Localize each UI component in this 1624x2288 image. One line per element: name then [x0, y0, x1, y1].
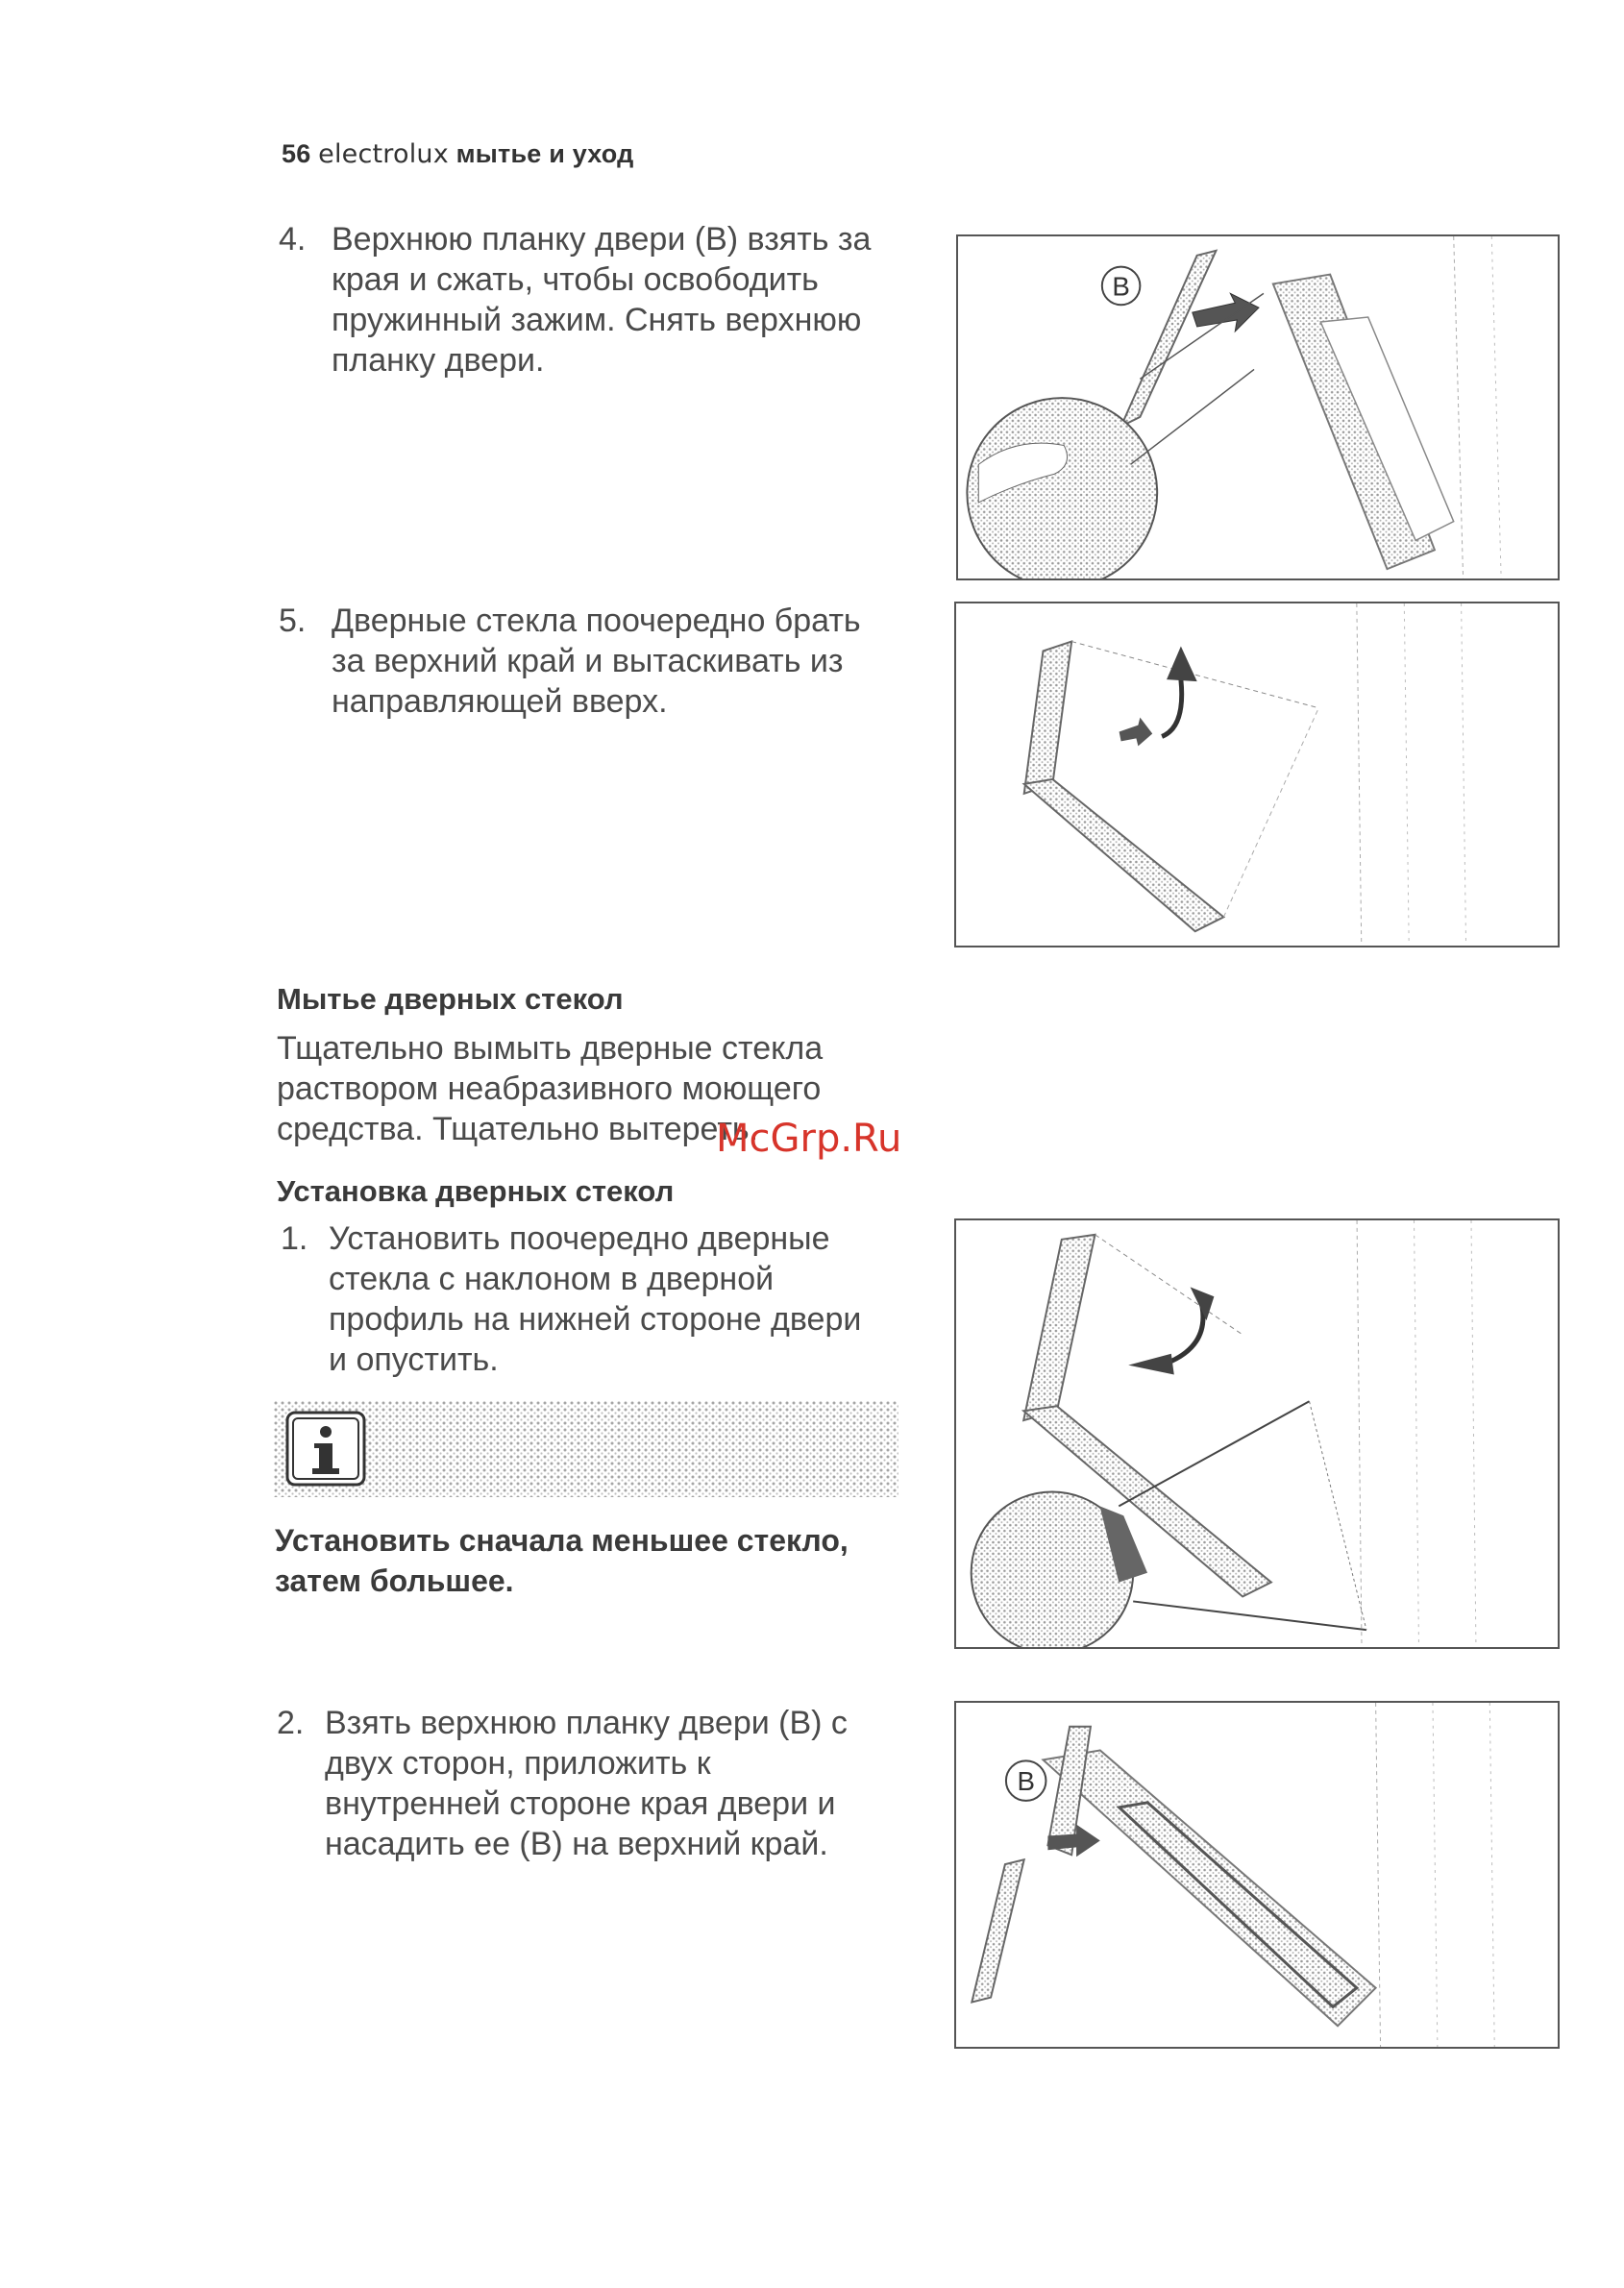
- step-number: 1.: [281, 1220, 308, 1257]
- step-text: Взять верхнюю планку двери (B) с двух сторон, приложить к внутренней стороне края двери и насадить ее (B) на верхний край.: [325, 1705, 848, 1862]
- step-number: 5.: [279, 603, 307, 639]
- washing-heading: Мытье дверных стекол: [277, 982, 624, 1016]
- step-4: [279, 219, 951, 392]
- step-text: Верхнюю планку двери (B) взять за края и сжать, чтобы освободить пружинный зажим. Снять верхнюю планку двери.: [332, 221, 872, 379]
- brand-name: electrolux: [318, 139, 449, 169]
- callout-b-label: B: [1112, 271, 1130, 302]
- glass-removal-illustration: [956, 603, 1558, 946]
- washing-text: Тщательно вымыть дверные стекла раствором неабразивного моющего средства. Тщательно вытереть.: [277, 1030, 824, 1147]
- figure-install-glass: [954, 1218, 1560, 1649]
- step-text: Дверные стекла поочередно брать за верхний край и вытаскивать из направляющей вверх.: [332, 603, 861, 720]
- step-number: 4.: [279, 221, 307, 258]
- page-number: 56: [282, 139, 311, 168]
- watermark: McGrp.Ru: [716, 1117, 902, 1161]
- door-strip-illustration: [958, 236, 1558, 578]
- figure-install-top-strip: [954, 1701, 1560, 2049]
- figure-remove-glass: [954, 602, 1560, 947]
- section-title: мытье и уход: [455, 139, 634, 168]
- step-number: 2.: [277, 1705, 305, 1741]
- install-step-1: [281, 1218, 944, 1391]
- figure-remove-top-strip: [956, 234, 1560, 580]
- step-text: Установить поочередно дверные стекла с наклоном в дверной профиль на нижней стороне двери и опустить.: [329, 1220, 862, 1378]
- page-header: [282, 139, 633, 169]
- glass-install-illustration: [956, 1220, 1558, 1647]
- info-note-text: Установить сначала меньшее стекло, затем большее.: [275, 1523, 849, 1598]
- info-icon: [287, 1413, 364, 1485]
- step-5: [279, 601, 951, 735]
- install-step-2: [277, 1703, 949, 1876]
- callout-b-label: B: [1017, 1765, 1035, 1796]
- strip-install-illustration: [956, 1703, 1558, 2047]
- info-note-bar: [274, 1401, 898, 1497]
- install-heading: Установка дверных стекол: [277, 1174, 675, 1208]
